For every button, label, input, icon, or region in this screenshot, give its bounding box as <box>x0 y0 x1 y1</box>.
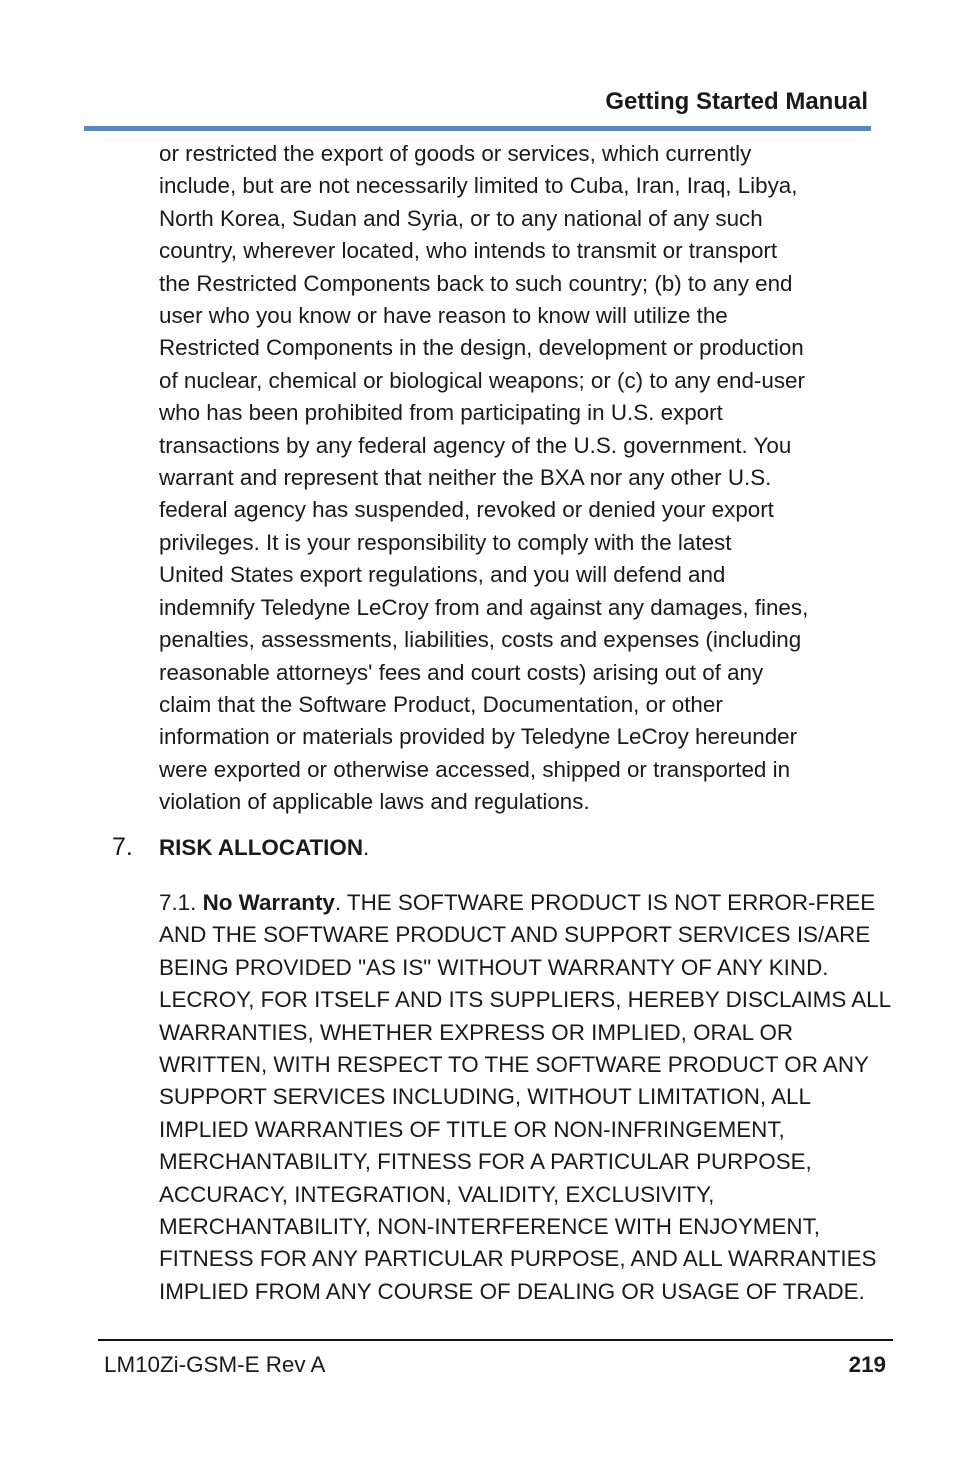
paragraph-line: United States export regulations, and you will defend and <box>159 562 726 588</box>
paragraph-line: who has been prohibited from participating in U.S. export <box>159 400 723 426</box>
paragraph-line: of nuclear, chemical or biological weapons; or (c) to any end-user <box>159 367 805 393</box>
paragraph-line: privileges. It is your responsibility to comply with the latest <box>159 529 732 555</box>
paragraph-line: or restricted the export of goods or services, which currently <box>159 141 752 166</box>
paragraph-line: include, but are not necessarily limited to Cuba, Iran, Iraq, Libya, <box>159 173 798 199</box>
paragraph-line: BEING PROVIDED "AS IS" WITHOUT WARRANTY OF ANY KIND. <box>159 954 829 980</box>
paragraph-line: penalties, assessments, liabilities, costs and expenses (including <box>159 627 802 653</box>
paragraph-line: information or materials provided by Teledyne LeCroy hereunder <box>159 724 798 750</box>
paragraph-line: FITNESS FOR ANY PARTICULAR PURPOSE, AND ALL WARRANTIES <box>159 1246 877 1272</box>
paragraph-line: transactions by any federal agency of the U.S. government. You <box>159 432 792 458</box>
paragraph-line: country, wherever located, who intends to transmit or transport <box>159 238 778 264</box>
paragraph-line: warrant and represent that neither the BXA nor any other U.S. <box>159 465 772 491</box>
paragraph-line: WARRANTIES, WHETHER EXPRESS OR IMPLIED, ORAL OR <box>159 1019 794 1045</box>
paragraph-line: IMPLIED WARRANTIES OF TITLE OR NON-INFRINGEMENT, <box>159 1116 785 1142</box>
paragraph-line: were exported or otherwise accessed, shipped or transported in <box>159 756 791 782</box>
paragraph-line: WRITTEN, WITH RESPECT TO THE SOFTWARE PRODUCT OR ANY <box>159 1052 869 1078</box>
paragraph-line: MERCHANTABILITY, FITNESS FOR A PARTICULAR PURPOSE, <box>159 1149 812 1175</box>
export-restriction-paragraph <box>159 138 879 819</box>
section-number: 7. <box>112 833 133 861</box>
paragraph-line: North Korea, Sudan and Syria, or to any national of any such <box>159 205 763 231</box>
subsection-heading: No Warranty <box>202 890 335 915</box>
paragraph-line: indemnify Teledyne LeCroy from and against any damages, fines, <box>159 594 809 620</box>
paragraph-line: the Restricted Components back to such country; (b) to any end <box>159 270 793 296</box>
page-header-title: Getting Started Manual <box>605 88 868 115</box>
footer-document-id: LM10Zi-GSM-E Rev A <box>104 1352 326 1377</box>
paragraph-line: user who you know or have reason to know will utilize the <box>159 303 728 329</box>
subsection-number: 7.1. <box>159 890 203 915</box>
paragraph-first-line <box>159 887 879 919</box>
paragraph-line: LECROY, FOR ITSELF AND ITS SUPPLIERS, HEREBY DISCLAIMS ALL <box>159 987 892 1013</box>
section-7-heading <box>112 831 812 864</box>
paragraph-line: violation of applicable laws and regulations. <box>159 789 590 815</box>
footer-page-number: 219 <box>848 1352 886 1377</box>
paragraph-line: MERCHANTABILITY, NON-INTERFERENCE WITH ENJOYMENT, <box>159 1214 820 1240</box>
paragraph-line: IMPLIED FROM ANY COURSE OF DEALING OR USAGE OF TRADE. <box>159 1278 865 1304</box>
paragraph-line: AND THE SOFTWARE PRODUCT AND SUPPORT SERVICES IS/ARE <box>159 922 871 948</box>
paragraph-line: ACCURACY, INTEGRATION, VALIDITY, EXCLUSIVITY, <box>159 1181 715 1207</box>
section-heading-period: . <box>363 835 370 860</box>
no-warranty-paragraph <box>159 887 892 1308</box>
paragraph-line: reasonable attorneys' fees and court costs) arising out of any <box>159 659 764 685</box>
footer-divider <box>98 1339 893 1341</box>
paragraph-line: Restricted Components in the design, development or production <box>159 335 804 361</box>
paragraph-line: federal agency has suspended, revoked or denied your export <box>159 497 774 523</box>
paragraph-line: claim that the Software Product, Documentation, or other <box>159 691 723 717</box>
paragraph-line: SUPPORT SERVICES INCLUDING, WITHOUT LIMITATION, ALL <box>159 1084 811 1110</box>
section-heading-text: RISK ALLOCATION <box>159 835 363 860</box>
subsection-first-line-text: . THE SOFTWARE PRODUCT IS NOT ERROR-FREE <box>334 890 876 915</box>
header-divider <box>84 126 871 131</box>
